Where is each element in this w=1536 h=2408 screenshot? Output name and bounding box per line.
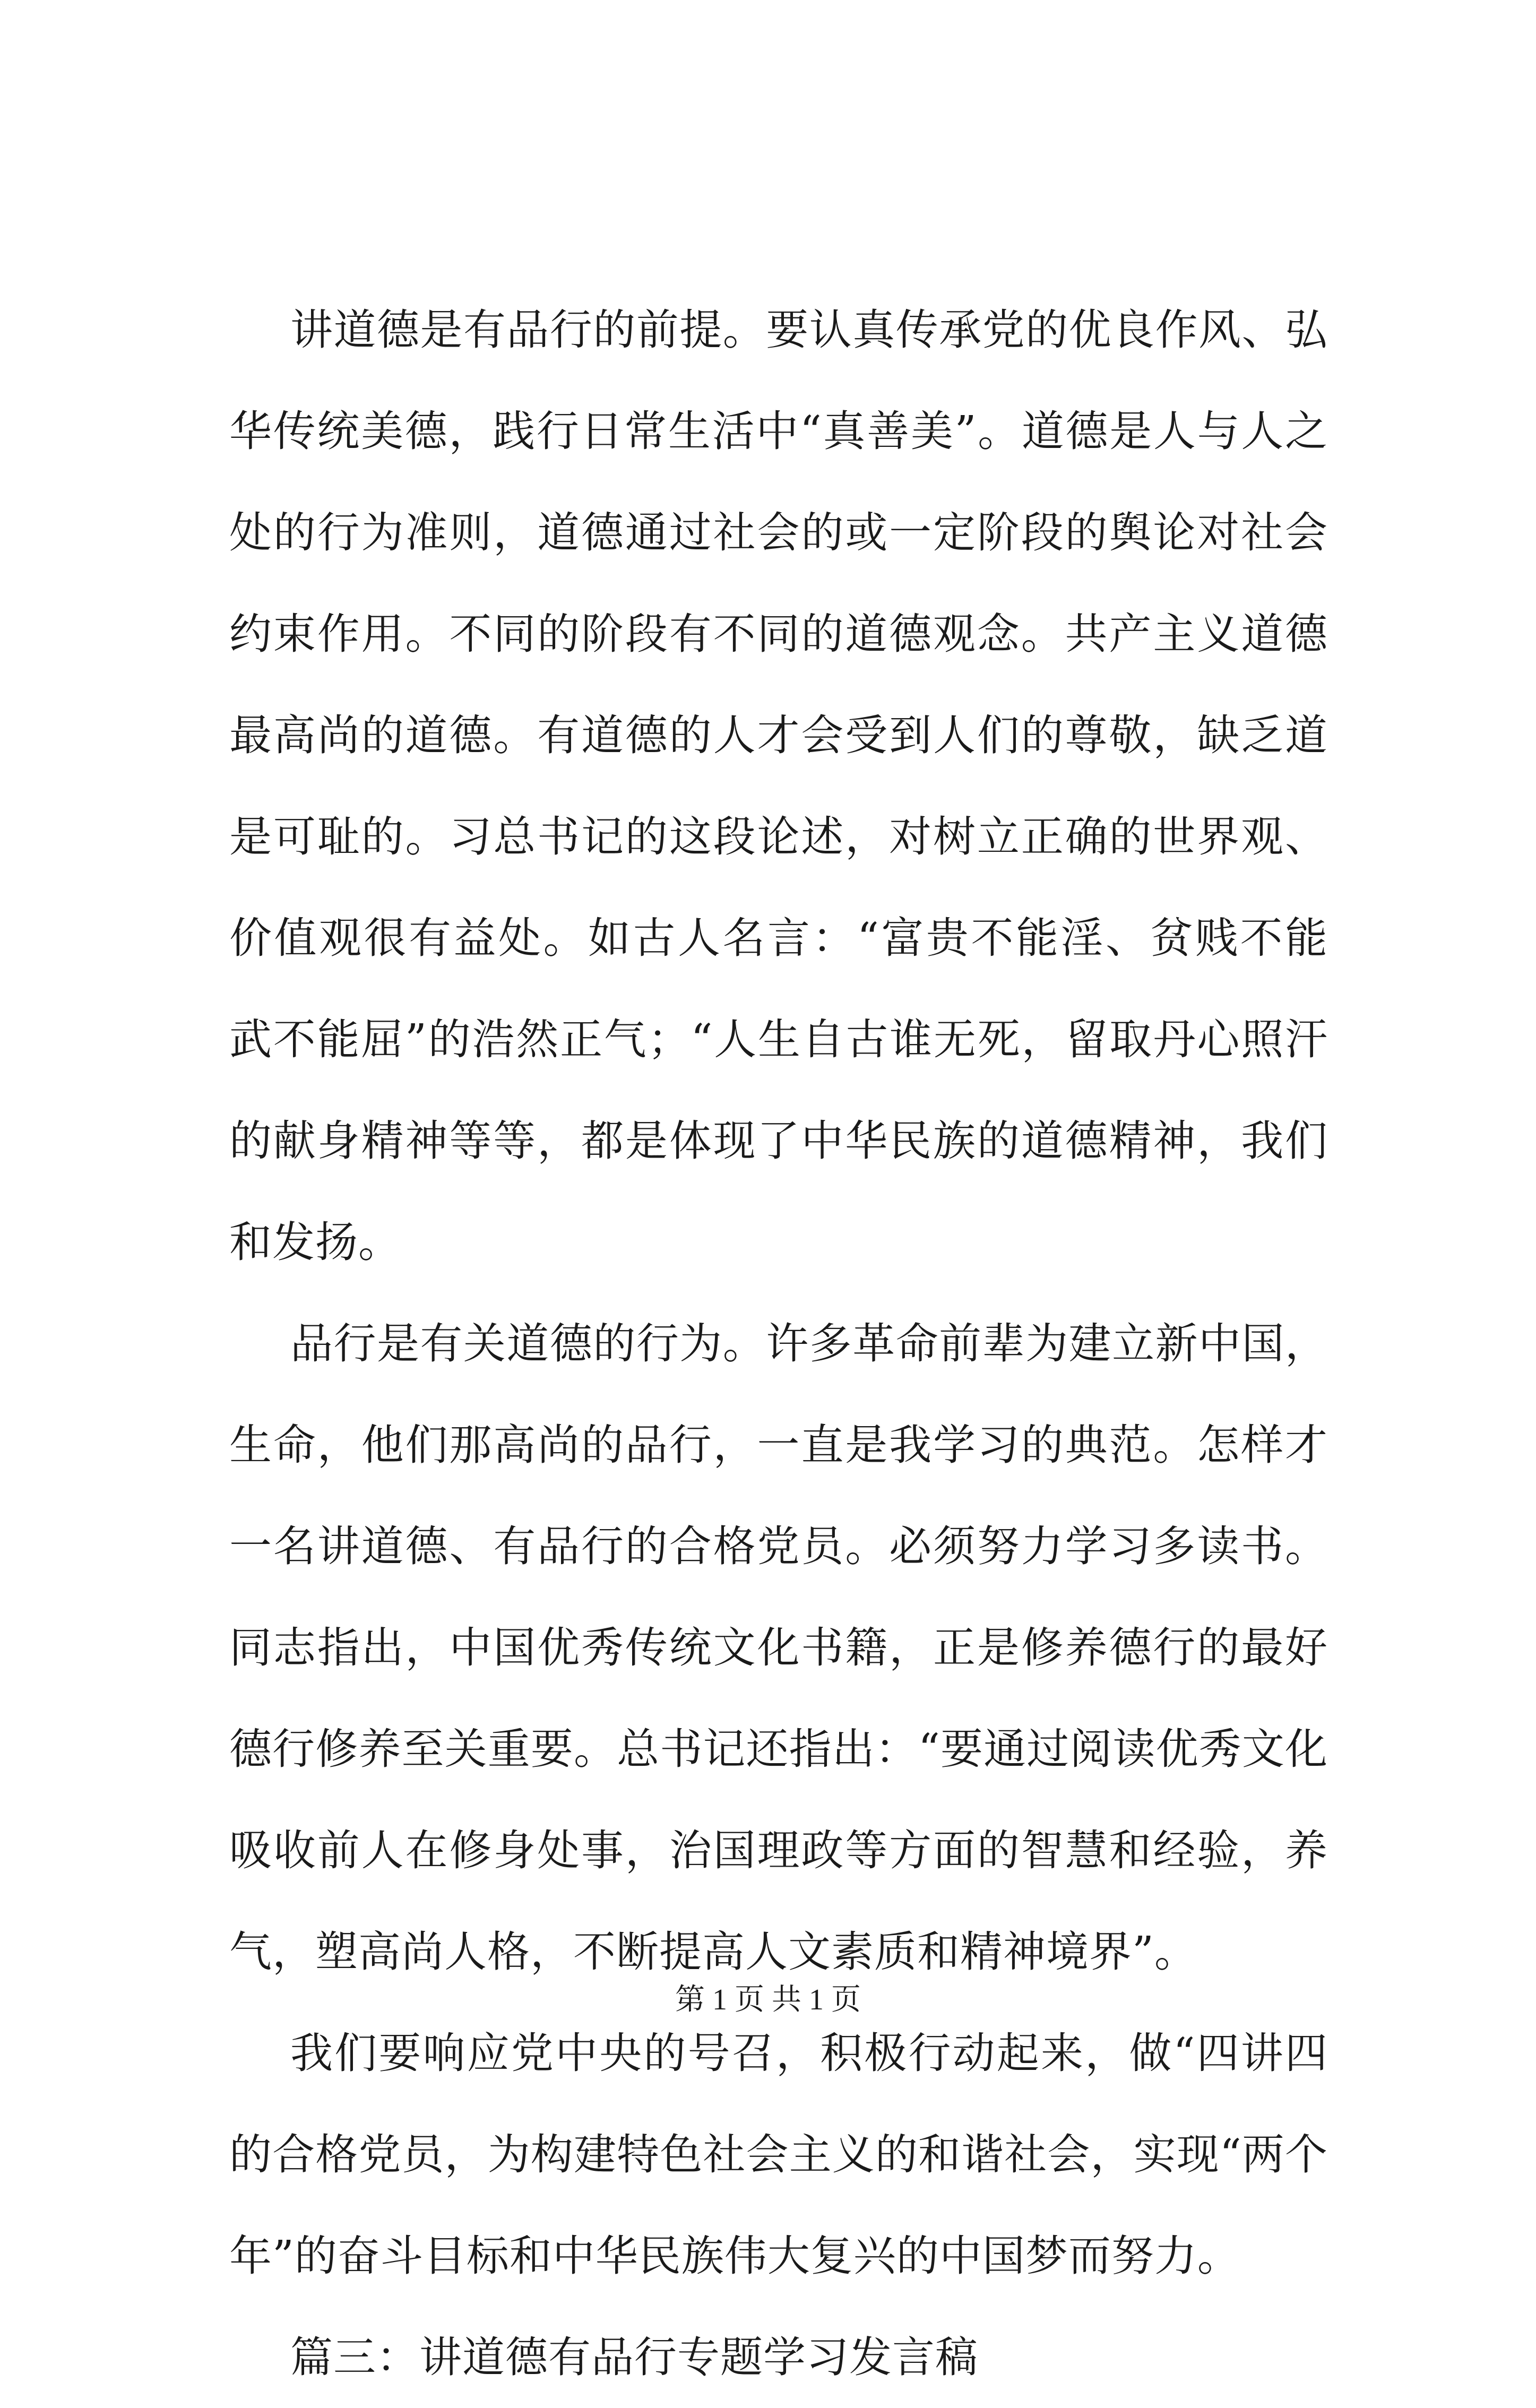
text-line: 华传统美德，践行日常生活中“真善美”。道德是人与人之	[229, 407, 1328, 456]
text-line: 约束作用。不同的阶段有不同的道德观念。共产主义道德	[229, 609, 1328, 659]
page-footer: 第 1 页 共 1 页	[675, 1983, 861, 2016]
text-line: 价值观很有益处。如古人名言：“富贵不能淫、贫贱不能	[229, 913, 1328, 963]
text-line: 年”的奋斗目标和中华民族伟大复兴的中国梦而努力。	[229, 2231, 1240, 2281]
text-line: 吸收前人在修身处事，治国理政等方面的智慧和经验，养	[229, 1826, 1328, 1875]
text-line: 的献身精神等等，都是体现了中华民族的道德精神，我们	[229, 1116, 1328, 1166]
text-line: 德行修养至关重要。总书记还指出：“要通过阅读优秀文化	[229, 1724, 1328, 1774]
text-line: 同志指出，中国优秀传统文化书籍，正是修养德行的最好	[229, 1623, 1328, 1672]
text-line: 我们要响应党中央的号召，积极行动起来，做“四讲四	[290, 2029, 1328, 2078]
text-line: 处的行为准则，道德通过社会的或一定阶段的舆论对社会	[229, 508, 1328, 557]
text-line: 生命，他们那高尚的品行，一直是我学习的典范。怎样才	[229, 1420, 1328, 1470]
section-heading: 篇三：讲道德有品行专题学习发言稿	[290, 2333, 978, 2382]
text-line: 是可耻的。习总书记的这段论述，对树立正确的世界观、	[229, 812, 1328, 861]
text-line: 最高尚的道德。有道德的人才会受到人们的尊敬，缺乏道	[229, 711, 1328, 760]
text-line: 和发扬。	[229, 1218, 401, 1267]
text-line: 气，塑高尚人格，不断提高人文素质和精神境界”。	[229, 1927, 1197, 1977]
text-line: 的合格党员，为构建特色社会主义的和谐社会，实现“两个	[229, 2130, 1328, 2179]
text-line: 品行是有关道德的行为。许多革命前辈为建立新中国，	[290, 1319, 1328, 1368]
text-line: 武不能屈”的浩然正气；“人生自古谁无死，留取丹心照汗	[229, 1015, 1328, 1064]
text-line: 讲道德是有品行的前提。要认真传承党的优良作风、弘	[290, 305, 1328, 355]
document-body	[229, 279, 1328, 2408]
text-line: 一名讲道德、有品行的合格党员。必须努力学习多读书。	[229, 1522, 1328, 1571]
